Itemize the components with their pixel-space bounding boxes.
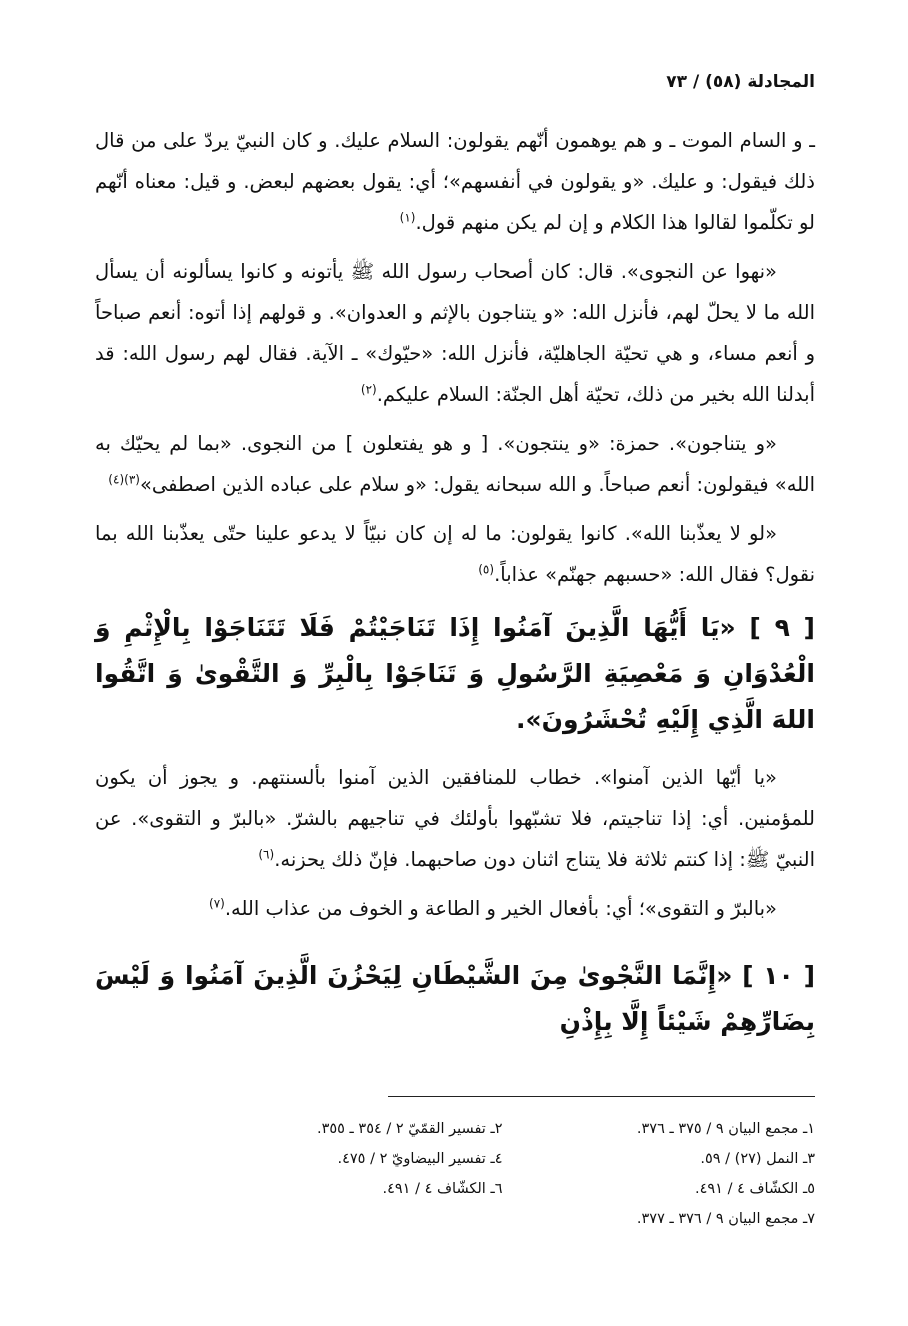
paragraph-4	[95, 513, 815, 595]
paragraph-4-text: «لو لا يعذّبنا الله». كانوا يقولون: ما له إن كان نبيّاً لا يدعو علينا حتّى يعذّبنا الله بما نقول؟ فقال الله: «حسبهم جهنّم» عذاباً.	[95, 522, 815, 586]
footnote-7: ٧ـ مجمع البيان ٩ / ٣٧٦ ـ ٣٧٧.	[636, 1211, 815, 1227]
footnote-mark-7: (٧)	[209, 896, 225, 911]
paragraph-2-text: «نهوا عن النجوى». قال: كان أصحاب رسول الله ﷺ يأتونه و كانوا يسألونه أن يسأل الله ما لا يحلّ لهم، فأنزل الله: «و يتناجون بالإثم و العدوان». و قولهم إذا أتوه: أنعم صباحاً و أنعم مساء، و هي تحيّة الجاهليّة، فأنزل الله: «حيّوك» ـ الآية. فقال لهم رسول الله: قد أبدلنا الله بخير من ذلك، تحيّة أهل الجنّة: السلام عليكم.	[95, 260, 815, 406]
footnotes	[230, 1118, 815, 1230]
footnote-1: ١ـ مجمع البيان ٩ / ٣٧٥ ـ ٣٧٦.	[636, 1121, 815, 1137]
footnote-4: ٤ـ تفسير البيضاويّ ٢ / ٤٧٥.	[337, 1151, 503, 1167]
footnote-mark-1: (١)	[399, 210, 416, 225]
footnote-2: ٢ـ تفسير القمّيّ ٢ / ٣٥٤ ـ ٣٥٥.	[316, 1121, 503, 1137]
running-head: المجادلة (٥٨) / ٧٣	[666, 72, 815, 92]
footnote-divider	[388, 1096, 815, 1097]
paragraph-5-text: «يا أيّها الذين آمنوا». خطاب للمنافقين الذين آمنوا بألسنتهم. و يجوز أن يكون للمؤمنين. أي: إذا تناجيتم، فلا تشبّهوا بأولئك في تناجيهم بالشرّ. «بالبرّ و التقوى». عن النبيّ ﷺ: إذا كنتم ثلاثة فلا يتناج اثنان دون صاحبهما. فإنّ ذلك يحزنه.	[95, 766, 815, 871]
footnote-mark-5: (٥)	[478, 562, 495, 577]
paragraph-6	[95, 888, 815, 929]
paragraph-1-text: ـ و السام الموت ـ و هم يوهمون أنّهم يقولون: السلام عليك. و كان النبيّ يردّ على من قال ذلك فيقول: و عليك. «و يقولون في أنفسهم»؛ أي: يقول بعضهم لبعض. و قيل: معناه أنّهم لو تكلّموا لقالوا هذا الكلام و إن لم يكن منهم قول.	[95, 129, 815, 234]
page-body	[95, 70, 815, 1059]
footnote-5: ٥ـ الكشّاف ٤ / ٤٩١.	[695, 1181, 815, 1197]
verse-9: [ ٩ ] «يَا أَيُّهَا الَّذِينَ آمَنُوا إِذَا تَنَاجَيْتُمْ فَلَا تَتَنَاجَوْا بِالْإِثْمِ وَ الْعُدْوَانِ وَ مَعْصِيَةِ الرَّسُولِ وَ تَنَاجَوْا بِالْبِرِّ وَ التَّقْوىٰ وَ اتَّقُوا اللهَ الَّذِي إِلَيْهِ تُحْشَرُونَ».	[95, 613, 815, 734]
footnote-mark-6: (٦)	[258, 847, 275, 862]
paragraph-3	[95, 423, 815, 505]
footnote-3: ٣ـ النمل (٢٧) / ٥٩.	[700, 1151, 815, 1167]
paragraph-3-text: «و يتناجون». حمزة: «و ينتجون». [ و هو يفتعلون ] من النجوى. «بما لم يحيّك به الله» فيقولون: أنعم صباحاً. و الله سبحانه يقول: «و سلام على عباده الذين اصطفى»	[95, 432, 815, 496]
verse-10: [ ١٠ ] «إِنَّمَا النَّجْوىٰ مِنَ الشَّيْطَانِ لِيَحْزُنَ الَّذِينَ آمَنُوا وَ لَيْسَ بِضَارِّهِمْ شَيْئاً إِلَّا بِإِذْنِ	[95, 961, 815, 1036]
paragraph-5	[95, 757, 815, 880]
paragraph-1	[95, 120, 815, 243]
footnote-mark-3: (٣)	[124, 472, 140, 487]
paragraph-6-text: «بالبرّ و التقوى»؛ أي: بأفعال الخير و الطاعة و الخوف من عذاب الله.	[224, 897, 777, 920]
paragraph-2	[95, 251, 815, 415]
footnote-mark-4: (٤)	[108, 472, 125, 487]
footnote-mark-2: (٢)	[360, 382, 377, 397]
footnote-6: ٦ـ الكشّاف ٤ / ٤٩١.	[382, 1181, 503, 1197]
